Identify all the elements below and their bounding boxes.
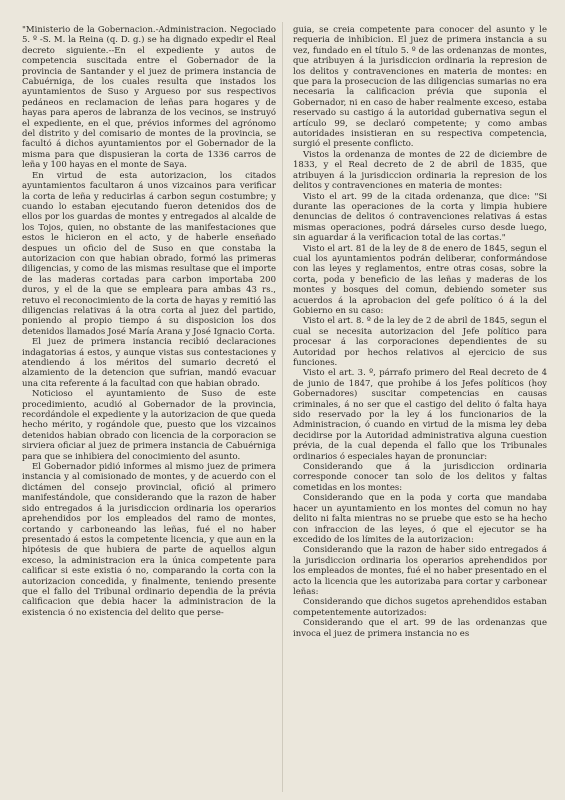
paragraph: "Ministerio de la Gobernacion.-Administracion. Negociado 5. º -S. M. la Reina (q. D. g.) se ha dignado expedir el Real decreto siguiente.--En el expediente y autos de competencia suscitada entre el Gobernador de la provincia de Santander y el juez de primera instancia de Cabuérniga, de los cuales resulta que instados los ayuntamientos de Suso y Argueso por sus respectivos pedáneos en reclamacion de leñas para hogares y de hayas para aperos de labranza de los vecinos, se instruyó el expediente, en el que, prévios informes del agrónomo del distrito y del comisario de montes de la provincia, se facultó á dichos ayuntamientos por el Gobernador de la misma para que dispusieran la corta de 1336 carros de leña y 100 hayas en el monte de Saya. xyxy=(22,25,276,171)
column-divider xyxy=(282,22,283,792)
paragraph: Noticioso el ayuntamiento de Suso de este procedimiento, acudió al Gobernador de la provincia, recordándole el expediente y la autorizacion de que queda hecho mérito, y rogándole que, puesto que los vizcainos detenidos habian obrado con licencia de la corporacion se sirviera oficiar al juez de primera instancia de Cabuérniga para que se inhibiera del conocimiento del asunto. xyxy=(22,389,276,462)
paragraph: Visto el art. 8. º de la ley de 2 de abril de 1845, segun el cual se necesita autorizacion del Jefe político para procesar á las corporaciones dependientes de su Autoridad por hechos relativos al ejercicio de sus funciones. xyxy=(293,316,547,368)
paragraph: Vistos la ordenanza de montes de 22 de diciembre de 1833, y el Real decreto de 2 de abril de 1835, que atribuyen á la jurisdiccion ordinaria la represion de los delitos y contravenciones en materia de montes: xyxy=(293,149,547,192)
paragraph: El Gobernador pidió informes al mismo juez de primera instancia y al comisionado de montes, y de acuerdo con el dictámen del consejo provincial, ofició al primero manifestándole, que considerando que la razon de haber sido entregados á la jurisdiccion ordinaria los operarios aprehendidos por los empleados del ramo de montes, cortando y carboneando las leñas, fué el no haber presentado á estos la competente licencia, y que aun en la hipótesis de que hubiera de parte de aquellos algun exceso, la administracion era la única competente para calificar si este existia ó no, comparando la corta con la autorizacion concedida, y finalmente, teniendo presente que el fallo del Tribunal ordinario dependia de la prévia calificacion que debia hacer la administracion de la existencia ó no existencia del delito que perse- xyxy=(22,462,276,618)
left-column xyxy=(22,25,276,793)
paragraph: Visto el art. 81 de la ley de 8 de enero de 1845, segun el cual los ayuntamientos podrán deliberar, conformándose con las leyes y reglamentos, entre otras cosas, sobre la corta, poda y beneficio de las leñas y maderas de los montes y bosques del comun, debiendo someter sus acuerdos á la aprobacion del gefe político ó á la del Gobierno en su caso: xyxy=(293,243,547,316)
paragraph: guia, se creia competente para conocer del asunto y le requeria de inhibicion. El juez de primera instancia a su vez, fundado en el título 5. º de las ordenanzas de montes, que atribuyen á la jurisdiccion ordinaria la represion de los delitos y contravenciones en materia de montes: en que para la prosecucion de las diligencias sumarias no era necesaria la calificacion prévia que suponia el Gobernador, ni en caso de haber realmente exceso, estaba reservado su castigo á la autoridad gubernativa segun el artículo 99, se declaró competente; y como ambas autoridades insistieran en su respectiva competencia, surgió el presente conflicto. xyxy=(293,25,547,150)
paragraph: Considerando que á la jurisdiccion ordinaria corresponde conocer tan solo de los delitos y faltas cometidas en los montes: xyxy=(293,462,547,493)
paragraph: Considerando que dichos sugetos aprehendidos estaban competentemente autorizados: xyxy=(293,597,547,618)
paragraph: Considerando que la razon de haber sido entregados á la jurisdiccion ordinaria los operarios aprehendidos por los empleados de montes, fué el no haber presentado en el acto la licencia que les autorizaba para cortar y carbonear leñas: xyxy=(293,545,547,597)
paragraph: Considerando que en la poda y corta que mandaba hacer un ayuntamiento en los montes del comun no hay delito ni falta mientras no se pruebe que esto se ha hecho con infraccion de las leyes, ó que el ejecutor se ha excedido de los límites de la autorizacion: xyxy=(293,493,547,545)
paragraph: Visto el art. 3. º, párrafo primero del Real decreto de 4 de junio de 1847, que prohibe á los Jefes políticos (hoy Gobernadores) suscitar competencias en causas criminales, á no ser que el castigo del delito ó falta haya sido reservado por la ley á los funcionarios de la Administracion, ó cuando en virtud de la misma ley deba decidirse por la Autoridad administrativa alguna cuestion prévia, de la cual dependa el fallo que los Tribunales ordinarios ó especiales hayan de pronunciar: xyxy=(293,368,547,462)
paragraph: En virtud de esta autorizacion, los citados ayuntamientos facultaron á unos vizcainos para verificar la corta de leña y reducirlas á carbon segun costumbre; y cuando lo estaban ejecutando fueron detenidos dos de ellos por los guardas de montes y entregados al alcalde de los Tojos, quien, no obstante de las manifestaciones que estos le hicieron en el acto, y de haberle enseñado despues un oficio del de Suso en que constaba la autorizacion con que habian obrado, formó las primeras diligencias, y como de las mismas resultase que el importe de las maderas cortadas para carbon importaba 200 duros, y el de la que se empleara para ambas 43 rs., retuvo el reconocimiento de la corta de hayas y remitió las diligencias relativas á la otra corta al juez del partido, poniendo al propio tiempo á su disposicion los dos detenidos llamados José María Arana y José Ignacio Corta. xyxy=(22,170,276,337)
paragraph: El juez de primera instancia recibió declaraciones indagatorias á estos, y aunque vistas sus contestaciones y atendiendo á los méritos del sumario decretó el alzamiento de la detencion que sufrian, mandó evacuar una cita referente á la facultad con que habian obrado. xyxy=(22,337,276,389)
paragraph: Considerando que el art. 99 de las ordenanzas que invoca el juez de primera instancia no es xyxy=(293,618,547,639)
right-column xyxy=(293,25,547,793)
paragraph: Visto el art. 99 de la citada ordenanza, que dice: "Si durante las operaciones de la corta y limpia hubiere denuncias de delitos ó contravenciones relativas á estas mismas operaciones, podrá dárseles curso desde luego, sin aguardar á la verificacion total de las cortas." xyxy=(293,191,547,244)
